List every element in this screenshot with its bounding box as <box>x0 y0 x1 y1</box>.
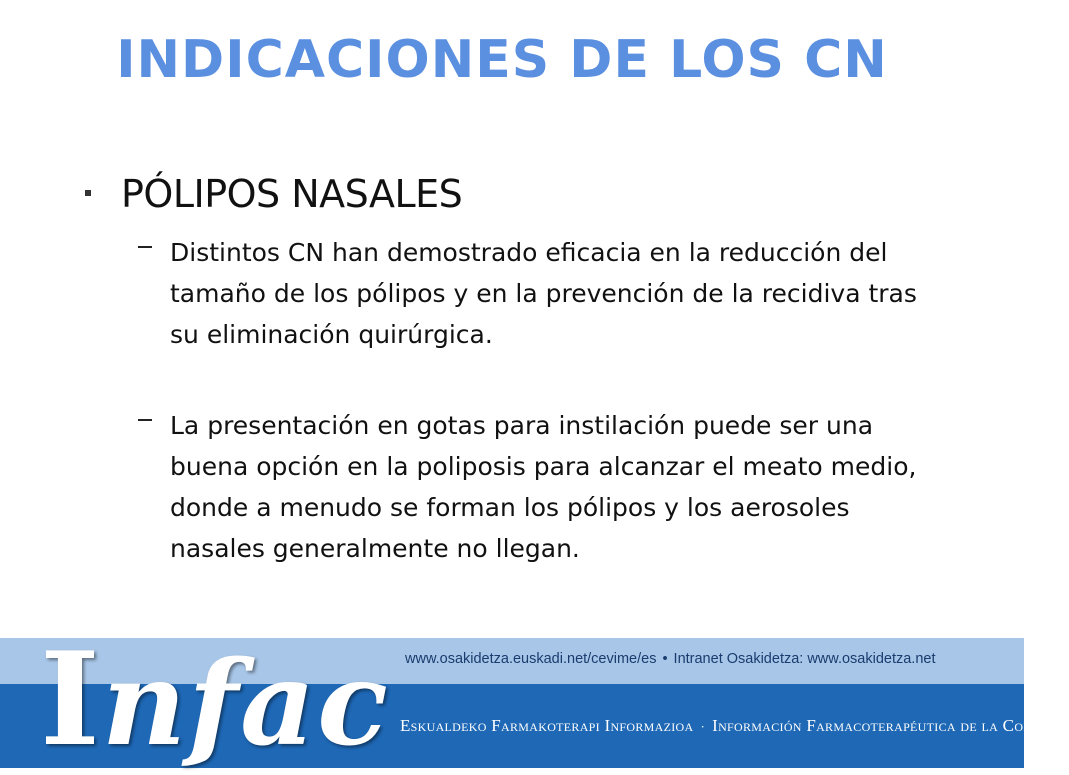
tagline-separator: · <box>700 719 706 734</box>
logo-initial: I <box>40 625 102 775</box>
subpoint-1 <box>138 232 938 355</box>
subpoint-2 <box>138 405 938 569</box>
tagline-basque: Eskualdeko Farmakoterapi Informazioa <box>400 716 694 735</box>
footer-tagline <box>400 716 1069 736</box>
slide-title: INDICACIONES DE LOS CN <box>116 30 888 90</box>
footer-links <box>405 651 936 667</box>
logo-rest: nfac <box>101 636 390 772</box>
subpoint-text: La presentación en gotas para instilación puede ser una buena opción en la poliposis para alcanzar el meato medio, donde a menudo se forman los pólipos y los aerosoles nasales generalmente no llegan. <box>170 411 917 563</box>
intranet-link[interactable]: Intranet Osakidetza: www.osakidetza.net <box>673 651 936 667</box>
bullet-item <box>85 172 462 216</box>
infac-logo <box>40 625 390 775</box>
link-separator: • <box>662 651 668 667</box>
dash-icon <box>138 246 152 248</box>
cevime-link[interactable]: www.osakidetza.euskadi.net/cevime/es <box>405 651 657 667</box>
bullet-dot-icon <box>85 190 91 196</box>
bullet-heading: PÓLIPOS NASALES <box>121 172 463 216</box>
subpoint-text: Distintos CN han demostrado eficacia en la reducción del tamaño de los pólipos y en la prevención de la recidiva tras su eliminación quirúrgica. <box>170 238 917 349</box>
tagline-spanish: Información Farmacoterapéutica de la Comarca <box>712 716 1069 735</box>
dash-icon <box>138 419 152 421</box>
